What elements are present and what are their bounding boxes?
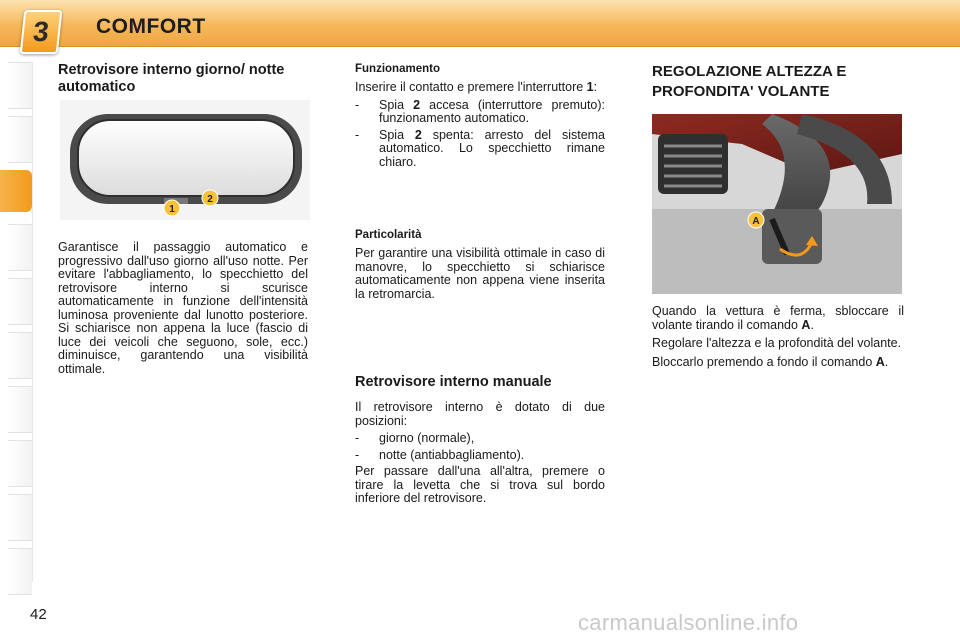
para-text: Quando la vettura è ferma, sbloccare il volante tirando il comando (652, 304, 904, 332)
auto-mirror-description: Garantisce il passaggio automatico e progressivo dall'uso giorno all'uso notte. Per evitare l'abbagliamento, lo specchietto del retrovisore interno si scurisce automaticamente in funzione dell'intensità luminosa proveniente dal lunotto posteriore. Si schiarisce non appena la luce (fascio di luce dei veicoli che seguono, sole, ecc.) diminuisce, garantendo una visibilità ottimale. (58, 240, 308, 376)
command-a: A (801, 317, 811, 332)
right-body (652, 305, 904, 369)
section-tab[interactable] (8, 116, 32, 163)
section-tab[interactable] (8, 62, 32, 109)
list-item (355, 99, 605, 126)
middle-top (355, 63, 605, 172)
item-text: Spia (379, 97, 414, 112)
para-text: . (884, 354, 889, 369)
para-text: Bloccarlo premendo a fondo il comando (652, 354, 876, 369)
item-text: spenta: arresto del sistema automatico. Lo specchietto rimane chiaro. (379, 127, 606, 169)
steering-illustration (652, 114, 902, 294)
section-tab[interactable] (8, 494, 32, 541)
section-tab[interactable] (8, 332, 32, 379)
particolarita-text: Per garantire una visibilità ottimale in caso di manovre, lo specchietto si schiarisce automaticamente non appena viene inserita la retromarcia. (355, 246, 605, 301)
chapter-badge (20, 10, 63, 54)
command-a: A (875, 354, 885, 369)
item-number: 2 (413, 97, 421, 112)
mirror-illustration (60, 100, 310, 220)
left-body (58, 241, 308, 376)
steering-image (652, 114, 902, 294)
section-tabs (0, 62, 33, 582)
mirror-label-2: 2 (207, 194, 213, 205)
watermark: carmanualsonline.info (578, 610, 799, 635)
funzionamento-list (355, 99, 605, 170)
mirror-image (60, 100, 310, 220)
funzionamento-intro (355, 81, 605, 95)
page-title: COMFORT (96, 15, 206, 38)
list-item (355, 129, 605, 170)
chapter-number: 3 (31, 16, 51, 47)
section-tab[interactable] (8, 224, 32, 271)
intro-text: Inserire il contatto e premere l'interruttore (355, 80, 587, 94)
item-text: accesa (interruttore premuto): funzionamento automatico. (379, 97, 606, 125)
page-number: 42 (30, 606, 47, 623)
section-tab[interactable] (8, 440, 32, 487)
section-tab[interactable] (8, 386, 32, 433)
manuale-list (355, 432, 605, 462)
middle-manuale (355, 374, 605, 506)
middle-particolarita (355, 229, 605, 301)
subheading-particolarita: Particolarità (355, 229, 422, 241)
intro-colon: : (593, 80, 598, 94)
para-text: . (810, 317, 814, 332)
list-item: - notte (antiabbagliamento). (355, 449, 605, 463)
section-tab-active[interactable] (0, 170, 32, 212)
section-title-steering-line2: PROFONDITA' VOLANTE (652, 83, 830, 100)
section-title-auto-mirror: Retrovisore interno giorno/ notte automatico (58, 62, 285, 95)
steering-para-3 (652, 356, 904, 370)
steering-para-1 (652, 305, 904, 332)
right-heading (652, 62, 902, 102)
item-number: 2 (414, 127, 422, 142)
manuale-intro: Il retrovisore interno è dotato di due posizioni: (355, 400, 605, 428)
mirror-label-1: 1 (169, 204, 175, 215)
section-tab[interactable] (8, 548, 32, 595)
steering-para-2: Regolare l'altezza e la profondità del volante. (652, 336, 902, 350)
section-tab[interactable] (8, 278, 32, 325)
left-section-heading (58, 62, 298, 96)
steering-label-a: A (752, 216, 760, 227)
list-item: - giorno (normale), (355, 432, 605, 446)
manuale-text: Per passare dall'una all'altra, premere o tirare la levetta che si trova sul bordo inferiore del retrovisore. (355, 464, 605, 505)
subheading-funzionamento: Funzionamento (355, 63, 440, 75)
section-title-manual-mirror: Retrovisore interno manuale (355, 374, 552, 390)
section-title-steering-line1: REGOLAZIONE ALTEZZA E (652, 63, 847, 80)
intro-number: 1 (586, 80, 594, 94)
item-text: Spia (379, 127, 415, 142)
